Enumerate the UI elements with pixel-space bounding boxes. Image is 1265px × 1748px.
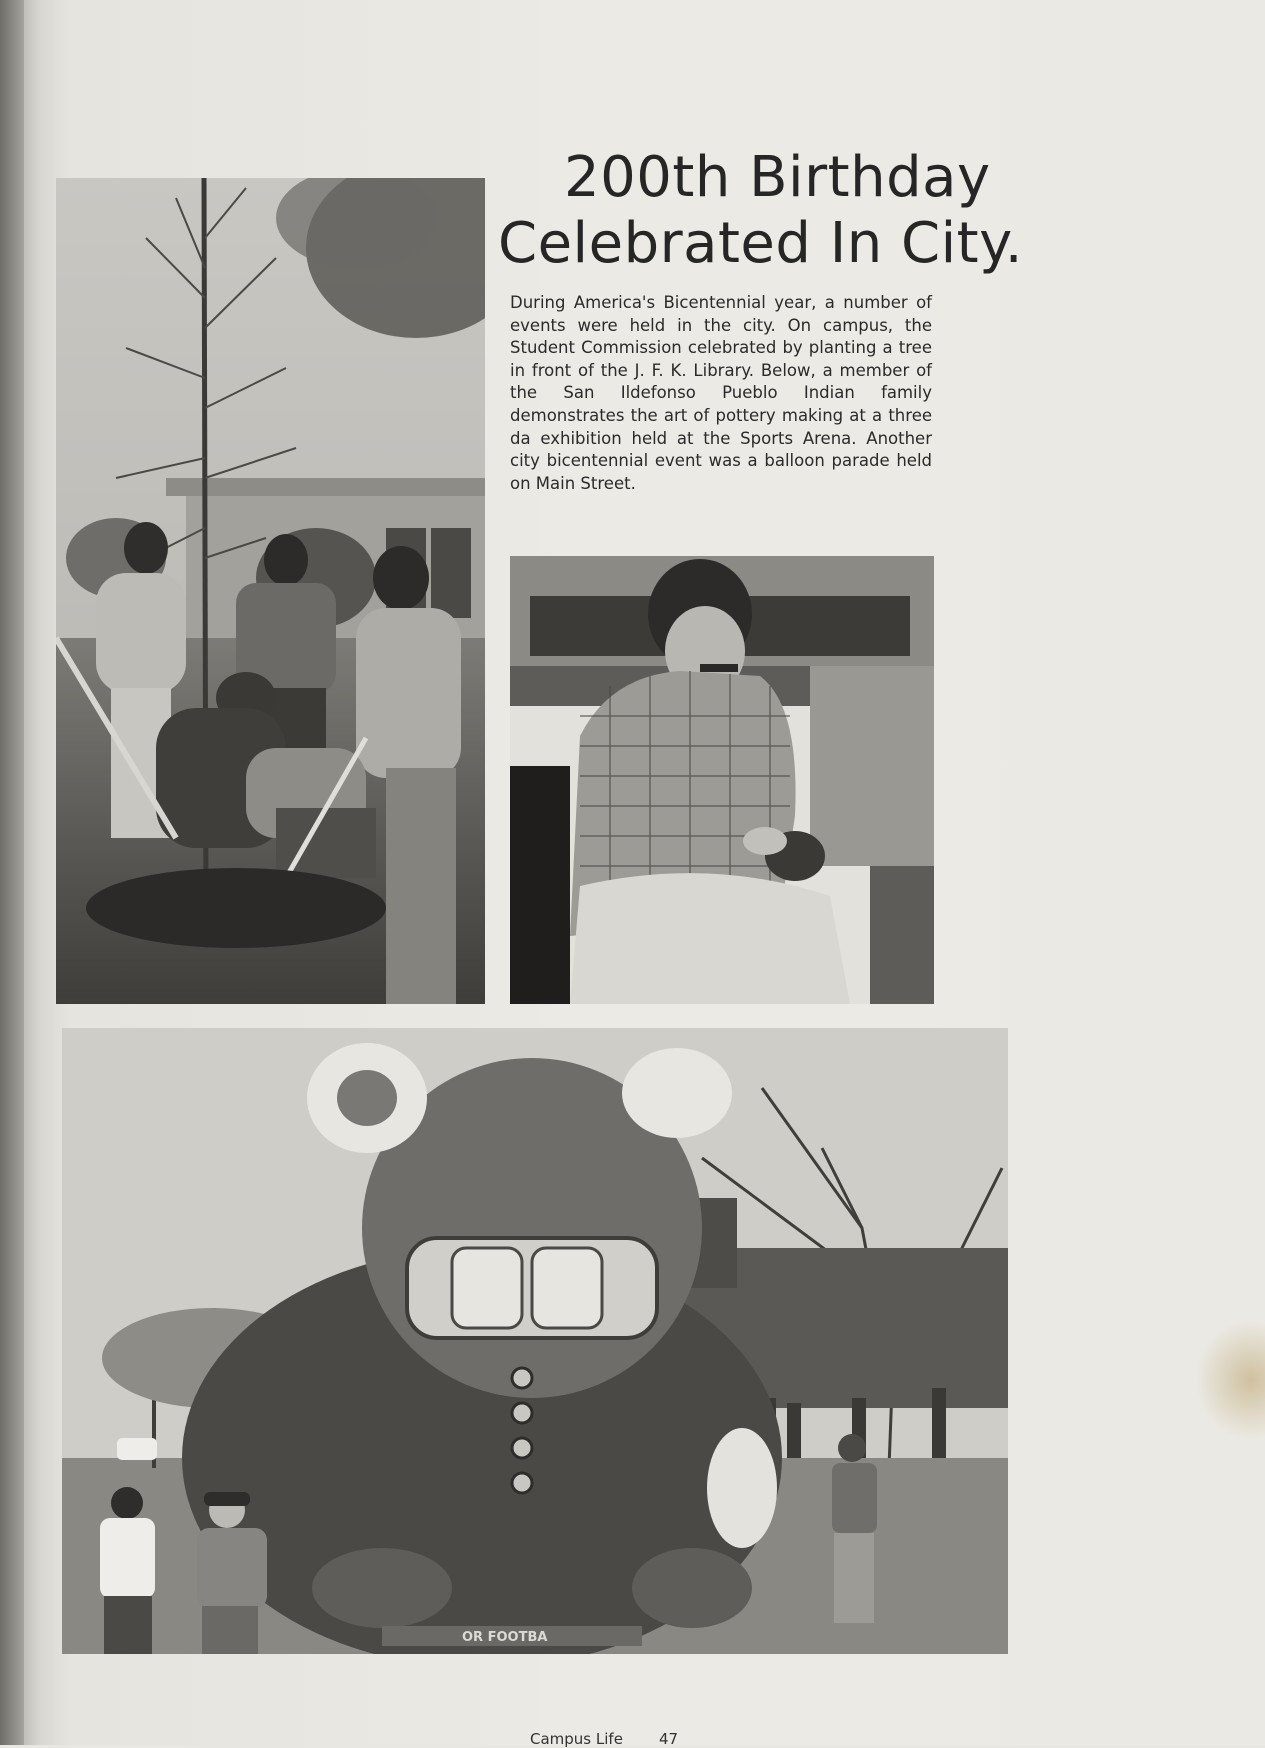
balloon-parade-image <box>62 1028 1008 1654</box>
pottery-making-image <box>510 556 934 1004</box>
footer-section-name: Campus Life <box>530 1730 623 1748</box>
page-number: 47 <box>658 1730 679 1748</box>
page-footer <box>530 1730 678 1748</box>
pottery-making-photo <box>510 556 934 1004</box>
page-binding-edge <box>0 0 24 1745</box>
balloon-parade-photo <box>62 1028 1008 1654</box>
article-body: During America's Bicentennial year, a number of events were held in the city. On campus, the Student Commission celebrated by planting a tree in front of the J. F. K. Library. Below, a member of the San Ildefonso Pueblo Indian family demonstrates the art of pottery making at a three da exhibition held at the Sports Arena. Another city bicentennial event was a balloon parade held on Main Street. <box>510 293 932 493</box>
tree-planting-photo <box>56 178 485 1004</box>
headline <box>498 145 1098 276</box>
headline-line-2: Celebrated In City. <box>498 211 1024 276</box>
tree-planting-image <box>56 178 485 1004</box>
paper-stain <box>1195 1320 1265 1440</box>
headline-line-1: 200th Birthday <box>564 145 991 210</box>
balloon-float-sign-text: OR FOOTBA <box>462 1630 548 1645</box>
